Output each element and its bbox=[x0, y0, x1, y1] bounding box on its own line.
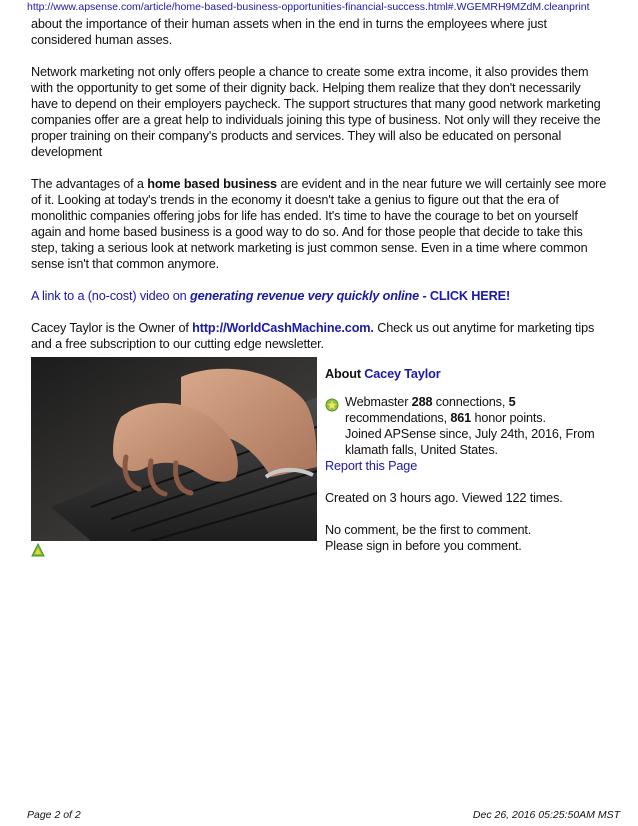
author-joined: Joined APSense since, July 24th, 2016, From klamath falls, United States. bbox=[345, 427, 595, 457]
owner-site-link[interactable]: http://WorldCashMachine.com. bbox=[192, 321, 374, 335]
recommendations-label: recommendations, bbox=[345, 411, 451, 425]
p3-lead: The advantages of a bbox=[31, 177, 148, 191]
connections-count: 288 bbox=[411, 395, 433, 409]
connections-label: connections, bbox=[432, 395, 509, 409]
report-page-link[interactable]: Report this Page bbox=[325, 459, 418, 473]
no-comment-text: No comment, be the first to comment. bbox=[325, 523, 532, 537]
video-link-start[interactable]: A link to a (no-cost) video on bbox=[31, 289, 190, 303]
print-timestamp: Dec 26, 2016 05:25:50AM MST bbox=[472, 809, 620, 821]
video-link-line bbox=[31, 288, 607, 304]
recommendations-count: 5 bbox=[508, 395, 516, 409]
sign-in-prompt: Please sign in before you comment. bbox=[325, 539, 522, 553]
about-heading bbox=[325, 366, 615, 382]
page-url-header[interactable]: http://www.apsense.com/article/home-based-business-opportunities-financial-success.html#.WGEMRH9MZdM.cleanprint bbox=[27, 1, 590, 13]
owner-lead: Cacey Taylor is the Owner of bbox=[31, 321, 193, 335]
page-number: Page 2 of 2 bbox=[27, 809, 81, 821]
paragraph-1: about the importance of their human assets when in the end in turns the employees where just considered human asses. bbox=[31, 17, 547, 47]
p3-bold-term: home based business bbox=[147, 177, 277, 191]
owner-rest: Check us out anytime for marketing tips and a free subscription to our cutting edge newsletter. bbox=[31, 321, 595, 351]
honor-points-label: honor points. bbox=[471, 411, 546, 425]
author-about-box bbox=[325, 366, 615, 554]
pyramid-logo-icon bbox=[31, 543, 45, 557]
hands-typing-laptop-photo bbox=[31, 357, 317, 541]
author-stats bbox=[325, 394, 615, 458]
paragraph-3 bbox=[31, 176, 607, 272]
author-name-link[interactable]: Cacey Taylor bbox=[364, 367, 441, 381]
video-link-emphasis[interactable]: generating revenue very quickly online bbox=[189, 289, 420, 303]
created-info: Created on 3 hours ago. Viewed 122 times. bbox=[325, 491, 563, 505]
honor-points-count: 861 bbox=[450, 411, 472, 425]
paragraph-2: Network marketing not only offers people a chance to create some extra income, it also provides them with the opportunity to get some of their dignity back. Helping them realize that they don't necessarily have to depend on their employers paycheck. The support structures that many good network marketing companies offer are a great help to individuals joining this type of business. Not only will they receive the proper training on their company's products and services. They will also be educated on personal development bbox=[31, 65, 601, 159]
owner-paragraph bbox=[31, 320, 607, 352]
author-role: Webmaster bbox=[345, 395, 412, 409]
click-here-link[interactable]: CLICK HERE! bbox=[429, 289, 511, 303]
article-body bbox=[31, 16, 607, 368]
video-link-sep: - bbox=[419, 289, 430, 303]
p3-rest: are evident and in the near future we will certainly see more of it. Looking at today's trends in the economy it doesn't take a genius to figure out that the era of monolithic companies offering jobs for life has ended. It's time to have the courage to bet on yourself again and home based business is a good way to do so. And for those people that decide to take this step, taking a serious look at network marketing is just common sense. Even in a time where common sense isn't that common anymore. bbox=[31, 177, 607, 271]
author-stats-text bbox=[325, 394, 615, 426]
member-star-badge-icon bbox=[325, 398, 343, 428]
about-label: About bbox=[325, 367, 365, 381]
